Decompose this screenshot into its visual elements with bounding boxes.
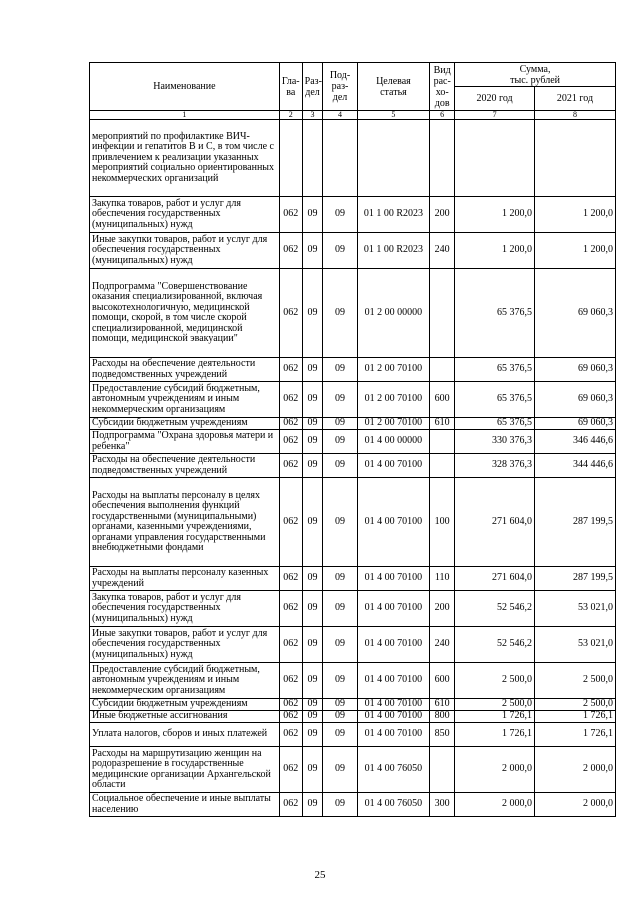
row-sum-2020: 1 200,0 bbox=[455, 233, 535, 269]
row-sum-2021: 2 500,0 bbox=[535, 663, 616, 699]
row-target-article: 01 1 00 R2023 bbox=[357, 233, 430, 269]
row-name: Расходы на выплаты персоналу казенных учреждений bbox=[90, 567, 280, 591]
row-razdel: 09 bbox=[302, 418, 323, 430]
row-razdel: 09 bbox=[302, 567, 323, 591]
row-sum-2020: 65 376,5 bbox=[455, 358, 535, 382]
row-expense-type bbox=[430, 269, 455, 358]
row-sum-2020: 65 376,5 bbox=[455, 382, 535, 418]
header-podrazdel: Под- раз- дел bbox=[323, 63, 357, 111]
row-sum-2020: 330 376,3 bbox=[455, 430, 535, 454]
row-name: Уплата налогов, сборов и иных платежей bbox=[90, 723, 280, 747]
row-podrazdel: 09 bbox=[323, 430, 357, 454]
header-name: Наименование bbox=[90, 63, 280, 111]
row-name: Предоставление субсидий бюджетным, автономным учреждениям и иным некоммерческим организациям bbox=[90, 663, 280, 699]
table-row bbox=[90, 454, 616, 478]
row-podrazdel bbox=[323, 120, 357, 197]
row-podrazdel: 09 bbox=[323, 699, 357, 711]
table-row bbox=[90, 382, 616, 418]
row-name: Социальное обеспечение и иные выплаты населению bbox=[90, 793, 280, 817]
row-sum-2020: 2 000,0 bbox=[455, 747, 535, 793]
row-glava: 062 bbox=[279, 418, 302, 430]
row-sum-2020: 2 500,0 bbox=[455, 663, 535, 699]
row-podrazdel: 09 bbox=[323, 233, 357, 269]
row-razdel: 09 bbox=[302, 197, 323, 233]
row-expense-type: 600 bbox=[430, 382, 455, 418]
row-podrazdel: 09 bbox=[323, 747, 357, 793]
row-name: Иные закупки товаров, работ и услуг для обеспечения государственных (муниципальных) нужд bbox=[90, 627, 280, 663]
row-sum-2020: 328 376,3 bbox=[455, 454, 535, 478]
table-row bbox=[90, 567, 616, 591]
row-razdel: 09 bbox=[302, 430, 323, 454]
table-row bbox=[90, 591, 616, 627]
row-name: Предоставление субсидий бюджетным, автономным учреждениям и иным некоммерческим организациям bbox=[90, 382, 280, 418]
row-razdel: 09 bbox=[302, 699, 323, 711]
row-target-article: 01 4 00 70100 bbox=[357, 663, 430, 699]
row-name: Иные бюджетные ассигнования bbox=[90, 711, 280, 723]
row-razdel: 09 bbox=[302, 723, 323, 747]
row-razdel: 09 bbox=[302, 711, 323, 723]
page-number: 25 bbox=[314, 869, 326, 881]
row-target-article: 01 4 00 70100 bbox=[357, 454, 430, 478]
row-glava: 062 bbox=[279, 793, 302, 817]
row-sum-2021: 1 726,1 bbox=[535, 711, 616, 723]
row-sum-2020: 52 546,2 bbox=[455, 591, 535, 627]
row-target-article: 01 4 00 70100 bbox=[357, 478, 430, 567]
row-expense-type: 110 bbox=[430, 567, 455, 591]
row-glava: 062 bbox=[279, 430, 302, 454]
row-sum-2021: 2 000,0 bbox=[535, 747, 616, 793]
row-razdel: 09 bbox=[302, 663, 323, 699]
row-sum-2020: 271 604,0 bbox=[455, 567, 535, 591]
row-razdel: 09 bbox=[302, 454, 323, 478]
table-row bbox=[90, 663, 616, 699]
row-podrazdel: 09 bbox=[323, 723, 357, 747]
budget-table bbox=[89, 62, 616, 817]
row-razdel: 09 bbox=[302, 627, 323, 663]
row-sum-2020: 2 000,0 bbox=[455, 793, 535, 817]
row-razdel bbox=[302, 120, 323, 197]
row-sum-2020: 65 376,5 bbox=[455, 269, 535, 358]
table-row bbox=[90, 358, 616, 382]
row-name: Расходы на маршрутизацию женщин на родоразрешение в государственные медицинские организации Архангельской области bbox=[90, 747, 280, 793]
row-glava: 062 bbox=[279, 591, 302, 627]
row-expense-type: 240 bbox=[430, 627, 455, 663]
row-sum-2020: 52 546,2 bbox=[455, 627, 535, 663]
row-sum-2020 bbox=[455, 120, 535, 197]
row-target-article: 01 4 00 70100 bbox=[357, 567, 430, 591]
row-target-article: 01 1 00 R2023 bbox=[357, 197, 430, 233]
row-name: Субсидии бюджетным учреждениям bbox=[90, 418, 280, 430]
row-sum-2020: 2 500,0 bbox=[455, 699, 535, 711]
row-glava: 062 bbox=[279, 627, 302, 663]
row-expense-type bbox=[430, 747, 455, 793]
row-glava: 062 bbox=[279, 723, 302, 747]
row-glava: 062 bbox=[279, 567, 302, 591]
row-razdel: 09 bbox=[302, 358, 323, 382]
row-target-article: 01 4 00 00000 bbox=[357, 430, 430, 454]
row-target-article: 01 4 00 70100 bbox=[357, 627, 430, 663]
header-year-2021: 2021 год bbox=[535, 87, 616, 111]
row-expense-type: 850 bbox=[430, 723, 455, 747]
row-glava: 062 bbox=[279, 197, 302, 233]
row-podrazdel: 09 bbox=[323, 627, 357, 663]
row-sum-2020: 271 604,0 bbox=[455, 478, 535, 567]
row-podrazdel: 09 bbox=[323, 567, 357, 591]
row-name: Иные закупки товаров, работ и услуг для обеспечения государственных (муниципальных) нужд bbox=[90, 233, 280, 269]
column-number: 1 bbox=[90, 111, 280, 120]
row-target-article: 01 4 00 76050 bbox=[357, 747, 430, 793]
row-target-article: 01 4 00 70100 bbox=[357, 699, 430, 711]
row-target-article: 01 2 00 00000 bbox=[357, 269, 430, 358]
row-podrazdel: 09 bbox=[323, 454, 357, 478]
row-podrazdel: 09 bbox=[323, 197, 357, 233]
table-row bbox=[90, 711, 616, 723]
row-expense-type: 200 bbox=[430, 591, 455, 627]
row-name: Закупка товаров, работ и услуг для обеспечения государственных (муниципальных) нужд bbox=[90, 197, 280, 233]
row-podrazdel: 09 bbox=[323, 358, 357, 382]
column-number: 5 bbox=[357, 111, 430, 120]
header-year-2020: 2020 год bbox=[455, 87, 535, 111]
row-sum-2021: 2 500,0 bbox=[535, 699, 616, 711]
row-glava: 062 bbox=[279, 663, 302, 699]
row-sum-2021: 69 060,3 bbox=[535, 358, 616, 382]
row-sum-2020: 1 726,1 bbox=[455, 711, 535, 723]
table-row bbox=[90, 233, 616, 269]
row-podrazdel: 09 bbox=[323, 478, 357, 567]
table-row bbox=[90, 430, 616, 454]
row-sum-2020: 1 726,1 bbox=[455, 723, 535, 747]
row-sum-2021: 344 446,6 bbox=[535, 454, 616, 478]
row-sum-2021: 69 060,3 bbox=[535, 418, 616, 430]
row-expense-type bbox=[430, 120, 455, 197]
row-target-article: 01 4 00 70100 bbox=[357, 591, 430, 627]
row-target-article: 01 4 00 70100 bbox=[357, 723, 430, 747]
row-sum-2021: 1 726,1 bbox=[535, 723, 616, 747]
header-sum: Сумма, тыс. рублей bbox=[455, 63, 616, 87]
row-name: Закупка товаров, работ и услуг для обеспечения государственных (муниципальных) нужд bbox=[90, 591, 280, 627]
table-row bbox=[90, 197, 616, 233]
row-sum-2021: 53 021,0 bbox=[535, 627, 616, 663]
row-name: Расходы на обеспечение деятельности подведомственных учреждений bbox=[90, 454, 280, 478]
column-number: 7 bbox=[455, 111, 535, 120]
row-razdel: 09 bbox=[302, 747, 323, 793]
row-glava: 062 bbox=[279, 478, 302, 567]
row-sum-2021: 53 021,0 bbox=[535, 591, 616, 627]
row-expense-type: 200 bbox=[430, 197, 455, 233]
row-razdel: 09 bbox=[302, 591, 323, 627]
row-name: мероприятий по профилактике ВИЧ-инфекции и гепатитов В и С, в том числе с привлечением к реализации указанных мероприятий социально ориентированных некоммерческих организаций bbox=[90, 120, 280, 197]
row-razdel: 09 bbox=[302, 793, 323, 817]
row-glava: 062 bbox=[279, 233, 302, 269]
table-row bbox=[90, 793, 616, 817]
row-expense-type bbox=[430, 430, 455, 454]
row-expense-type: 240 bbox=[430, 233, 455, 269]
row-razdel: 09 bbox=[302, 382, 323, 418]
column-number: 8 bbox=[535, 111, 616, 120]
row-name: Расходы на выплаты персоналу в целях обеспечения выполнения функций государственными (муниципальными) органами, казенными учреждениями, органами управления государственными внебюджетными фондами bbox=[90, 478, 280, 567]
row-razdel: 09 bbox=[302, 233, 323, 269]
row-sum-2021: 1 200,0 bbox=[535, 233, 616, 269]
row-podrazdel: 09 bbox=[323, 382, 357, 418]
table-row bbox=[90, 120, 616, 197]
row-expense-type bbox=[430, 358, 455, 382]
row-expense-type: 610 bbox=[430, 699, 455, 711]
header-target: Целевая статья bbox=[357, 63, 430, 111]
row-sum-2021: 287 199,5 bbox=[535, 567, 616, 591]
row-sum-2021: 69 060,3 bbox=[535, 269, 616, 358]
row-sum-2021: 287 199,5 bbox=[535, 478, 616, 567]
table-row bbox=[90, 627, 616, 663]
row-podrazdel: 09 bbox=[323, 793, 357, 817]
row-glava: 062 bbox=[279, 699, 302, 711]
row-podrazdel: 09 bbox=[323, 663, 357, 699]
row-name: Расходы на обеспечение деятельности подведомственных учреждений bbox=[90, 358, 280, 382]
column-number: 4 bbox=[323, 111, 357, 120]
row-expense-type: 600 bbox=[430, 663, 455, 699]
row-razdel: 09 bbox=[302, 478, 323, 567]
row-sum-2021: 69 060,3 bbox=[535, 382, 616, 418]
row-expense-type bbox=[430, 454, 455, 478]
row-glava: 062 bbox=[279, 358, 302, 382]
row-target-article: 01 2 00 70100 bbox=[357, 382, 430, 418]
column-number: 3 bbox=[302, 111, 323, 120]
header-vid: Вид рас- хо- дов bbox=[430, 63, 455, 111]
row-podrazdel: 09 bbox=[323, 418, 357, 430]
row-podrazdel: 09 bbox=[323, 269, 357, 358]
table-row bbox=[90, 723, 616, 747]
header-glava: Гла- ва bbox=[279, 63, 302, 111]
row-target-article: 01 2 00 70100 bbox=[357, 358, 430, 382]
table-row bbox=[90, 699, 616, 711]
row-target-article: 01 4 00 70100 bbox=[357, 711, 430, 723]
row-glava bbox=[279, 120, 302, 197]
header-razdel: Раз- дел bbox=[302, 63, 323, 111]
row-glava: 062 bbox=[279, 747, 302, 793]
row-name: Подпрограмма "Совершенствование оказания специализированной, включая высокотехнологичную, медицинской помощи, скорой, в том числе скорой специализированной, медицинской помощи, медицинской эвакуации" bbox=[90, 269, 280, 358]
column-number: 6 bbox=[430, 111, 455, 120]
row-glava: 062 bbox=[279, 454, 302, 478]
row-expense-type: 100 bbox=[430, 478, 455, 567]
row-target-article bbox=[357, 120, 430, 197]
table-row bbox=[90, 269, 616, 358]
column-number: 2 bbox=[279, 111, 302, 120]
row-sum-2021: 346 446,6 bbox=[535, 430, 616, 454]
row-glava: 062 bbox=[279, 269, 302, 358]
row-expense-type: 300 bbox=[430, 793, 455, 817]
row-sum-2021: 1 200,0 bbox=[535, 197, 616, 233]
column-numbers-row bbox=[90, 111, 616, 120]
row-name: Субсидии бюджетным учреждениям bbox=[90, 699, 280, 711]
row-sum-2020: 65 376,5 bbox=[455, 418, 535, 430]
row-expense-type: 800 bbox=[430, 711, 455, 723]
row-target-article: 01 4 00 76050 bbox=[357, 793, 430, 817]
row-name: Подпрограмма "Охрана здоровья матери и ребенка" bbox=[90, 430, 280, 454]
row-glava: 062 bbox=[279, 711, 302, 723]
table-row bbox=[90, 478, 616, 567]
row-glava: 062 bbox=[279, 382, 302, 418]
row-expense-type: 610 bbox=[430, 418, 455, 430]
row-target-article: 01 2 00 70100 bbox=[357, 418, 430, 430]
row-podrazdel: 09 bbox=[323, 591, 357, 627]
table-row bbox=[90, 747, 616, 793]
table-row bbox=[90, 418, 616, 430]
row-sum-2021 bbox=[535, 120, 616, 197]
row-sum-2020: 1 200,0 bbox=[455, 197, 535, 233]
row-podrazdel: 09 bbox=[323, 711, 357, 723]
row-sum-2021: 2 000,0 bbox=[535, 793, 616, 817]
row-razdel: 09 bbox=[302, 269, 323, 358]
